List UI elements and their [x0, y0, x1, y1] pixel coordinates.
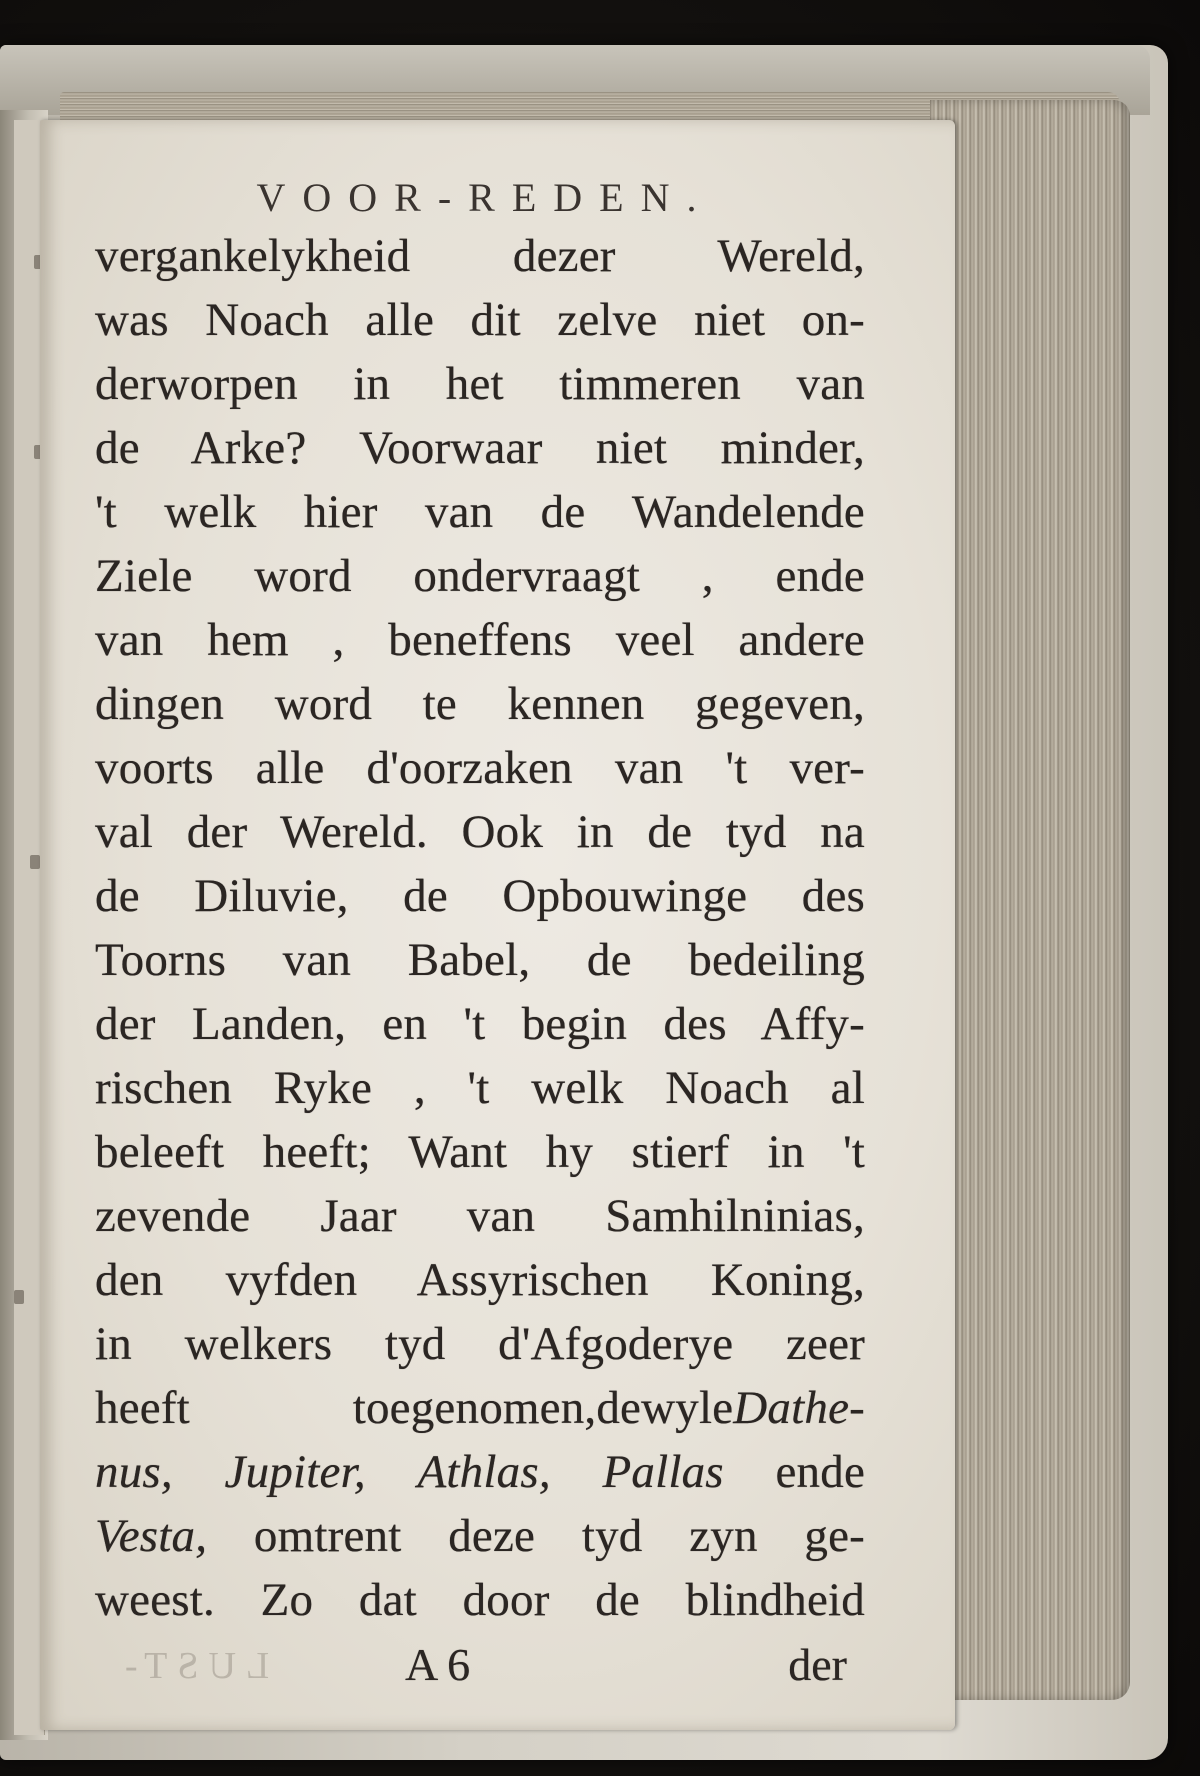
roman-run: omtrent deze tyd zyn ge- — [207, 1510, 865, 1562]
catchword: der — [788, 1639, 847, 1690]
page-edges-fore — [930, 100, 1130, 1700]
roman-run: ende — [775, 1446, 866, 1498]
text-line: derworpen in het timmeren van — [95, 358, 865, 410]
text-line: voorts alle d'oorzaken van 't ver- — [95, 742, 865, 794]
text-line: Toorns van Babel, de bedeiling — [95, 934, 865, 986]
text-line: de Arke? Voorwaar niet minder, — [95, 422, 865, 474]
binding-tab — [30, 855, 40, 869]
showthrough-text: LUST- — [115, 1645, 270, 1687]
roman-run: heeft toegenomen,dewyle — [95, 1382, 734, 1434]
text-line: zevende Jaar van Samhilninias, — [95, 1190, 865, 1242]
text-line: beleeft heeft; Want hy stierf in 't — [95, 1126, 865, 1178]
page-text-block — [95, 172, 865, 1698]
text-line: val der Wereld. Ook in de tyd na — [95, 806, 865, 858]
text-line: der Landen, en 't begin des Affy- — [95, 998, 865, 1050]
text-line: vergankelykheid dezer Wereld, — [95, 230, 865, 282]
text-line: was Noach alle dit zelve niet on- — [95, 294, 865, 346]
text-line: rischen Ryke , 't welk Noach al — [95, 1062, 865, 1114]
text-line: 't welk hier van de Wandelende — [95, 486, 865, 538]
page-footer — [95, 1638, 865, 1698]
text-line-mixed — [95, 1440, 865, 1504]
text-line: dingen word te kennen gegeven, — [95, 678, 865, 730]
italic-run: Vesta, — [95, 1510, 208, 1562]
italic-run: nus, — [95, 1446, 173, 1498]
text-line: Ziele word ondervraagt , ende — [95, 550, 865, 602]
binding-tab — [14, 1290, 24, 1304]
italic-run: Pallas — [602, 1446, 724, 1498]
running-head: VOOR-REDEN. — [256, 175, 714, 220]
text-line: in welkers tyd d'Afgoderye zeer — [95, 1318, 865, 1370]
text-line-mixed — [95, 1504, 865, 1568]
text-line: weest. Zo dat door de blindheid — [95, 1574, 865, 1626]
signature-mark: A 6 — [405, 1639, 471, 1690]
italic-run: Athlas, — [417, 1446, 551, 1498]
italic-run: Jupiter, — [224, 1446, 366, 1498]
italic-run: Dathe- — [733, 1382, 865, 1434]
text-line-mixed — [95, 1376, 865, 1440]
text-line: van hem , beneffens veel andere — [95, 614, 865, 666]
text-line: den vyfden Assyrischen Koning, — [95, 1254, 865, 1306]
text-line: de Diluvie, de Opbouwinge des — [95, 870, 865, 922]
